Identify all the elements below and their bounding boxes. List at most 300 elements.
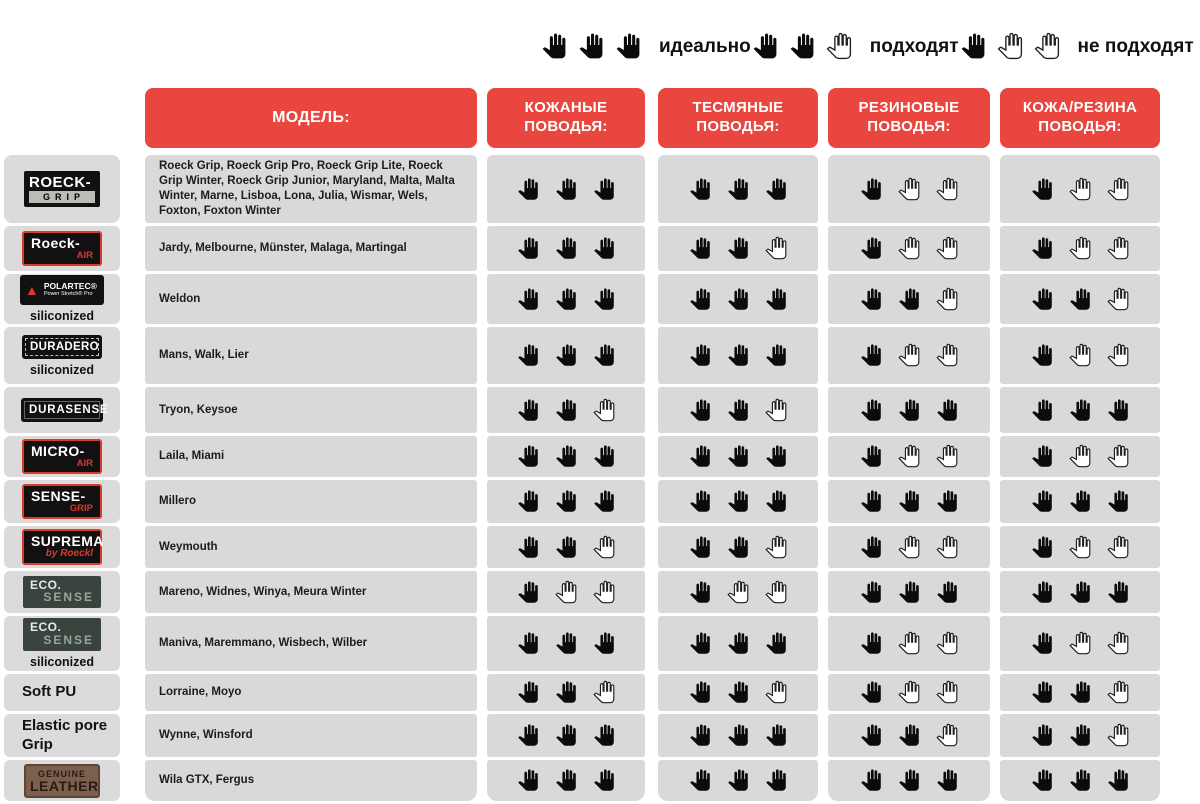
column-header-webbing-reins: ТЕСМЯНЫЕ ПОВОДЬЯ:: [658, 88, 818, 148]
hand-filled-icon: [1068, 580, 1092, 605]
hand-filled-icon: [764, 287, 788, 312]
hand-filled-icon: [897, 580, 921, 605]
legend-item-2: [959, 32, 1194, 61]
hand-outline-icon: [1068, 444, 1092, 469]
column-header-model: МОДЕЛЬ:: [145, 88, 477, 148]
hand-outline-icon: [1106, 177, 1130, 202]
hand-outline-icon: [1068, 236, 1092, 261]
table-row: [4, 327, 1160, 384]
hand-filled-icon: [688, 631, 712, 656]
hand-filled-icon: [726, 398, 750, 423]
hand-filled-icon: [592, 489, 616, 514]
roeck-air-logo: [22, 231, 102, 267]
hand-outline-icon: [592, 680, 616, 705]
leather-rubber-reins-rating: [1000, 226, 1160, 271]
hand-filled-icon: [764, 631, 788, 656]
hand-filled-icon: [688, 680, 712, 705]
hand-filled-icon: [859, 287, 883, 312]
hand-filled-icon: [726, 343, 750, 368]
hand-filled-icon: [1106, 580, 1130, 605]
models-list: Wynne, Winsford: [159, 729, 253, 742]
models-list: Weymouth: [159, 540, 218, 553]
hand-filled-icon: [1030, 535, 1054, 560]
roeck-grip-line1: ROECK-: [29, 173, 92, 191]
hand-filled-icon: [935, 580, 959, 605]
webbing-reins-rating: [658, 526, 818, 568]
webbing-reins-rating: [658, 571, 818, 613]
hand-outline-icon: [764, 680, 788, 705]
hand-outline-icon: [1068, 535, 1092, 560]
leather-reins-rating: [487, 274, 645, 324]
rubber-reins-rating: [828, 616, 990, 671]
hand-filled-icon: [688, 768, 712, 793]
column-header-leather-reins: КОЖАНЫЕ ПОВОДЬЯ:: [487, 88, 645, 148]
hand-filled-icon: [1030, 489, 1054, 514]
genuine-leather-line2: LEATHER: [30, 777, 99, 794]
hand-outline-icon: [897, 177, 921, 202]
rubber-reins-rating: [828, 226, 990, 271]
hand-filled-icon: [554, 177, 578, 202]
rubber-reins-rating: [828, 327, 990, 384]
hand-filled-icon: [1068, 723, 1092, 748]
material-cell: [4, 526, 120, 568]
roeck-grip-line2: GRIP: [29, 191, 95, 203]
rubber-reins-rating: [828, 480, 990, 523]
eco-sense-line2: SENSE: [43, 632, 94, 647]
models-cell: [145, 480, 477, 523]
sense-grip-line1: SENSE-: [31, 487, 86, 504]
leather-rubber-reins-rating: [1000, 327, 1160, 384]
polartec-line1: POLARTEC®: [43, 281, 97, 292]
hand-outline-icon: [897, 680, 921, 705]
leather-rubber-reins-rating: [1000, 674, 1160, 711]
hand-filled-icon: [1068, 680, 1092, 705]
table-row: [4, 760, 1160, 801]
hand-outline-icon: [935, 680, 959, 705]
hand-filled-icon: [592, 287, 616, 312]
models-cell: [145, 714, 477, 757]
rubber-reins-rating: [828, 571, 990, 613]
hand-filled-icon: [859, 680, 883, 705]
models-cell: [145, 526, 477, 568]
hand-filled-icon: [859, 343, 883, 368]
hand-outline-icon: [1068, 343, 1092, 368]
suprema-logo: [22, 529, 102, 565]
models-cell: [145, 387, 477, 433]
hand-filled-icon: [554, 680, 578, 705]
hand-outline-icon: [897, 444, 921, 469]
hand-filled-icon: [516, 287, 540, 312]
hand-filled-icon: [592, 768, 616, 793]
leather-rubber-reins-rating: [1000, 526, 1160, 568]
durasense-line1: DURASENSE: [24, 401, 100, 419]
hand-filled-icon: [516, 343, 540, 368]
webbing-reins-rating: [658, 274, 818, 324]
suprema-line2: by Roeckl: [45, 548, 93, 560]
hand-filled-icon: [1030, 398, 1054, 423]
leather-rubber-reins-rating: [1000, 760, 1160, 801]
models-list: Tryon, Keysoe: [159, 403, 238, 416]
webbing-reins-rating: [658, 616, 818, 671]
material-cell: [4, 616, 120, 671]
leather-reins-rating: [487, 226, 645, 271]
hand-filled-icon: [726, 535, 750, 560]
leather-reins-rating: [487, 436, 645, 477]
models-list: Millero: [159, 495, 197, 508]
hand-outline-icon: [1106, 444, 1130, 469]
hand-filled-icon: [859, 177, 883, 202]
siliconized-label: siliconized: [30, 654, 94, 669]
table-row: [4, 714, 1160, 757]
leather-rubber-reins-rating: [1000, 274, 1160, 324]
leather-reins-rating: [487, 480, 645, 523]
hand-filled-icon: [554, 723, 578, 748]
hand-filled-icon: [516, 489, 540, 514]
hand-filled-icon: [516, 723, 540, 748]
rubber-reins-rating: [828, 760, 990, 801]
micro-air-line2: AIR: [76, 457, 93, 469]
hand-filled-icon: [688, 723, 712, 748]
material-label: Elastic pore Grip: [22, 716, 108, 753]
hand-filled-icon: [516, 236, 540, 261]
eco-sense-line1: ECO.: [30, 620, 62, 635]
hand-outline-icon: [1106, 631, 1130, 656]
hand-filled-icon: [1106, 489, 1130, 514]
hand-filled-icon: [897, 489, 921, 514]
hand-filled-icon: [554, 236, 578, 261]
hand-filled-icon: [897, 768, 921, 793]
genuine-leather-logo: [24, 764, 100, 798]
hand-filled-icon: [554, 489, 578, 514]
hand-outline-icon: [897, 343, 921, 368]
hand-outline-icon: [592, 535, 616, 560]
hand-filled-icon: [1030, 580, 1054, 605]
rubber-reins-rating: [828, 714, 990, 757]
hand-filled-icon: [859, 444, 883, 469]
models-list: Weldon: [159, 292, 201, 305]
hand-outline-icon: [1033, 32, 1061, 61]
hand-filled-icon: [688, 236, 712, 261]
hand-filled-icon: [688, 489, 712, 514]
hand-filled-icon: [688, 580, 712, 605]
micro-air-line1: MICRO-: [31, 442, 85, 459]
hand-filled-icon: [788, 32, 816, 61]
siliconized-label: siliconized: [30, 362, 94, 377]
hand-outline-icon: [554, 580, 578, 605]
hand-filled-icon: [1068, 398, 1092, 423]
table-row: [4, 571, 1160, 613]
hand-outline-icon: [764, 580, 788, 605]
leather-rubber-reins-rating: [1000, 436, 1160, 477]
leather-reins-rating: [487, 714, 645, 757]
eco-sense-line2: SENSE: [43, 590, 94, 605]
models-list: Mareno, Widnes, Winya, Meura Winter: [159, 585, 367, 598]
webbing-reins-rating: [658, 480, 818, 523]
hand-filled-icon: [614, 32, 642, 61]
hand-filled-icon: [1030, 680, 1054, 705]
roeck-air-line1: Roeck-: [31, 234, 81, 251]
hand-filled-icon: [859, 535, 883, 560]
hand-outline-icon: [825, 32, 853, 61]
hand-filled-icon: [726, 444, 750, 469]
eco-sense-logo: [23, 576, 101, 609]
webbing-reins-rating: [658, 674, 818, 711]
eco-sense-logo: [23, 618, 101, 651]
hand-outline-icon: [592, 580, 616, 605]
models-cell: [145, 226, 477, 271]
models-list: Jardy, Melbourne, Münster, Malaga, Martingal: [159, 242, 407, 255]
hand-filled-icon: [897, 287, 921, 312]
hand-filled-icon: [935, 398, 959, 423]
leather-reins-rating: [487, 571, 645, 613]
hand-filled-icon: [764, 723, 788, 748]
hand-outline-icon: [1068, 631, 1092, 656]
hand-outline-icon: [1106, 680, 1130, 705]
hand-filled-icon: [935, 489, 959, 514]
hand-filled-icon: [859, 489, 883, 514]
rubber-reins-rating: [828, 274, 990, 324]
hand-filled-icon: [1030, 723, 1054, 748]
models-list: Maniva, Maremmano, Wisbech, Wilber: [159, 637, 368, 650]
hand-filled-icon: [516, 398, 540, 423]
suprema-line1: SUPREMA: [31, 532, 104, 549]
rubber-reins-rating: [828, 436, 990, 477]
leather-reins-rating: [487, 760, 645, 801]
leather-rubber-reins-rating: [1000, 616, 1160, 671]
leather-reins-rating: [487, 616, 645, 671]
hand-outline-icon: [935, 444, 959, 469]
hand-outline-icon: [592, 398, 616, 423]
hand-filled-icon: [726, 489, 750, 514]
hand-filled-icon: [1030, 631, 1054, 656]
hand-outline-icon: [935, 631, 959, 656]
hand-filled-icon: [897, 398, 921, 423]
hand-filled-icon: [726, 723, 750, 748]
table-header: [145, 88, 1160, 148]
hand-outline-icon: [764, 236, 788, 261]
hand-filled-icon: [516, 768, 540, 793]
legend-item-0: [540, 32, 751, 61]
hand-filled-icon: [859, 580, 883, 605]
table-row: [4, 480, 1160, 523]
leather-reins-rating: [487, 526, 645, 568]
webbing-reins-rating: [658, 155, 818, 223]
polartec-logo: [20, 275, 104, 305]
hand-filled-icon: [554, 631, 578, 656]
webbing-reins-rating: [658, 387, 818, 433]
models-list: Roeck Grip, Roeck Grip Pro, Roeck Grip Lite, Roeck Grip Winter, Roeck Grip Junior, Maryland, Malta, Malta Winter, Marne, Lisboa, Lona, Julia, Wismar, Wels, Foxton, Foxton Winter: [159, 160, 455, 217]
hand-filled-icon: [554, 343, 578, 368]
polartec-line2: Power Stretch® Pro: [43, 291, 93, 298]
legend-label: не подходят: [1077, 35, 1194, 57]
models-cell: [145, 571, 477, 613]
hand-filled-icon: [859, 768, 883, 793]
hand-filled-icon: [935, 768, 959, 793]
hand-filled-icon: [1030, 343, 1054, 368]
models-cell: [145, 674, 477, 711]
hand-filled-icon: [688, 444, 712, 469]
models-cell: [145, 274, 477, 324]
hand-filled-icon: [1030, 236, 1054, 261]
material-cell: [4, 674, 120, 711]
hand-outline-icon: [1106, 535, 1130, 560]
eco-sense-line1: ECO.: [30, 577, 62, 592]
hand-filled-icon: [859, 398, 883, 423]
models-cell: [145, 327, 477, 384]
hand-outline-icon: [935, 177, 959, 202]
hand-outline-icon: [726, 580, 750, 605]
column-header-leather-rubber-reins: КОЖА/РЕЗИНА ПОВОДЬЯ:: [1000, 88, 1160, 148]
leather-reins-rating: [487, 387, 645, 433]
legend-label: идеально: [659, 35, 751, 57]
hand-filled-icon: [577, 32, 605, 61]
hand-filled-icon: [1106, 398, 1130, 423]
leather-rubber-reins-rating: [1000, 387, 1160, 433]
hand-filled-icon: [1068, 287, 1092, 312]
sense-grip-logo: [22, 484, 102, 520]
webbing-reins-rating: [658, 714, 818, 757]
leather-reins-rating: [487, 327, 645, 384]
hand-filled-icon: [1030, 177, 1054, 202]
hand-filled-icon: [1068, 489, 1092, 514]
hand-filled-icon: [516, 177, 540, 202]
hand-filled-icon: [592, 236, 616, 261]
hand-filled-icon: [897, 723, 921, 748]
material-cell: [4, 226, 120, 271]
hand-filled-icon: [959, 32, 987, 61]
hand-outline-icon: [1106, 236, 1130, 261]
table-row: [4, 616, 1160, 671]
hand-filled-icon: [726, 768, 750, 793]
duradero-logo: [22, 335, 102, 359]
models-list: Wila GTX, Fergus: [159, 774, 255, 787]
hand-filled-icon: [859, 236, 883, 261]
legend-label: подходят: [869, 35, 959, 57]
hand-outline-icon: [1068, 177, 1092, 202]
models-list: Laila, Miami: [159, 450, 225, 463]
hand-outline-icon: [897, 236, 921, 261]
hand-filled-icon: [726, 236, 750, 261]
hand-filled-icon: [764, 444, 788, 469]
table-row: [4, 226, 1160, 271]
siliconized-label: siliconized: [30, 309, 94, 323]
hand-filled-icon: [516, 535, 540, 560]
models-cell: [145, 616, 477, 671]
hand-filled-icon: [688, 177, 712, 202]
column-header-rubber-reins: РЕЗИНОВЫЕ ПОВОДЬЯ:: [828, 88, 990, 148]
webbing-reins-rating: [658, 226, 818, 271]
hand-outline-icon: [764, 535, 788, 560]
table-row: [4, 155, 1160, 223]
legend: [540, 32, 1192, 61]
hand-filled-icon: [859, 631, 883, 656]
hand-filled-icon: [516, 444, 540, 469]
leather-rubber-reins-rating: [1000, 480, 1160, 523]
webbing-reins-rating: [658, 327, 818, 384]
hand-filled-icon: [688, 287, 712, 312]
hand-filled-icon: [540, 32, 568, 61]
material-cell: [4, 155, 120, 223]
hand-outline-icon: [897, 631, 921, 656]
webbing-reins-rating: [658, 760, 818, 801]
hand-outline-icon: [935, 236, 959, 261]
hand-filled-icon: [516, 580, 540, 605]
hand-filled-icon: [751, 32, 779, 61]
rubber-reins-rating: [828, 155, 990, 223]
hand-outline-icon: [935, 287, 959, 312]
material-label: Soft PU: [22, 683, 77, 701]
rubber-reins-rating: [828, 674, 990, 711]
duradero-line1: DURADERO: [25, 338, 99, 356]
material-cell: [4, 480, 120, 523]
hand-filled-icon: [764, 343, 788, 368]
roeck-air-line2: AIR: [76, 249, 93, 261]
hand-outline-icon: [1106, 287, 1130, 312]
legend-item-1: [751, 32, 959, 61]
hand-outline-icon: [897, 535, 921, 560]
hand-outline-icon: [935, 343, 959, 368]
leather-rubber-reins-rating: [1000, 571, 1160, 613]
models-list: Lorraine, Moyo: [159, 686, 242, 699]
hand-filled-icon: [1030, 768, 1054, 793]
material-cell: [4, 387, 120, 433]
hand-outline-icon: [996, 32, 1024, 61]
table-row: [4, 274, 1160, 324]
hand-outline-icon: [935, 535, 959, 560]
hand-outline-icon: [935, 723, 959, 748]
hand-filled-icon: [592, 723, 616, 748]
hand-filled-icon: [554, 444, 578, 469]
hand-filled-icon: [1030, 287, 1054, 312]
material-cell: [4, 714, 120, 757]
models-list: Mans, Walk, Lier: [159, 349, 249, 362]
models-cell: [145, 155, 477, 223]
hand-filled-icon: [592, 343, 616, 368]
leather-rubber-reins-rating: [1000, 155, 1160, 223]
material-cell: [4, 571, 120, 613]
micro-air-logo: [22, 439, 102, 475]
hand-filled-icon: [726, 177, 750, 202]
polartec-triangle-icon: ▲: [25, 282, 39, 298]
hand-outline-icon: [764, 398, 788, 423]
material-cell: [4, 274, 120, 324]
table-row: [4, 526, 1160, 568]
material-cell: [4, 760, 120, 801]
hand-filled-icon: [764, 177, 788, 202]
hand-filled-icon: [554, 398, 578, 423]
material-cell: [4, 327, 120, 384]
hand-filled-icon: [592, 444, 616, 469]
hand-filled-icon: [554, 535, 578, 560]
hand-outline-icon: [1106, 723, 1130, 748]
genuine-leather-line1: GENUINE: [37, 768, 86, 779]
leather-rubber-reins-rating: [1000, 714, 1160, 757]
models-cell: [145, 760, 477, 801]
hand-filled-icon: [592, 177, 616, 202]
rubber-reins-rating: [828, 387, 990, 433]
hand-outline-icon: [1106, 343, 1130, 368]
hand-filled-icon: [726, 631, 750, 656]
table-row: [4, 387, 1160, 433]
webbing-reins-rating: [658, 436, 818, 477]
hand-filled-icon: [764, 489, 788, 514]
hand-filled-icon: [592, 631, 616, 656]
hand-filled-icon: [1106, 768, 1130, 793]
hand-filled-icon: [1068, 768, 1092, 793]
rubber-reins-rating: [828, 526, 990, 568]
leather-reins-rating: [487, 155, 645, 223]
hand-filled-icon: [688, 535, 712, 560]
